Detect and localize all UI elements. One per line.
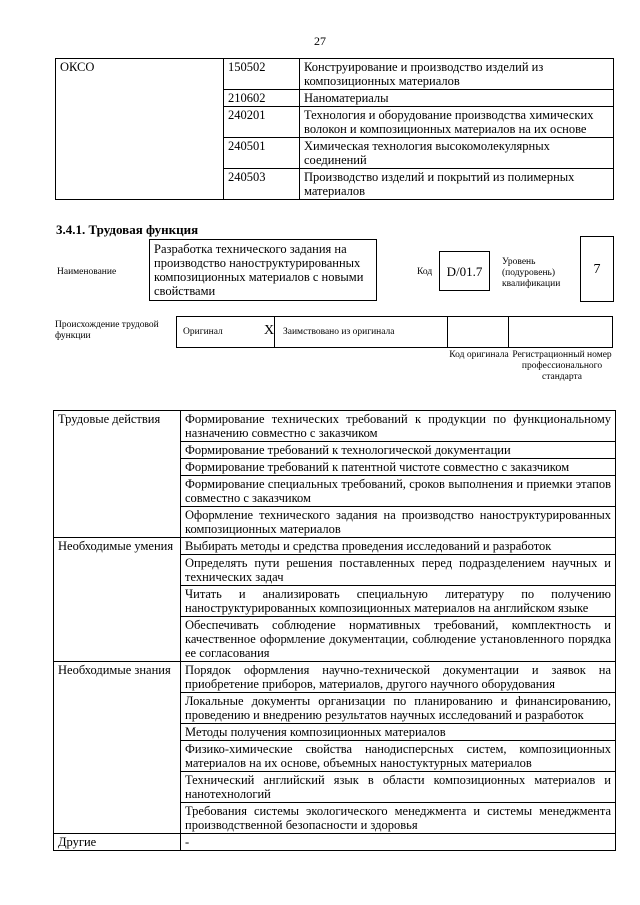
okso-name: Производство изделий и покрытий из полимерных материалов bbox=[300, 169, 614, 200]
original-mark: X bbox=[264, 323, 275, 338]
table-item: Технический английский язык в области композиционных материалов и нанотехнологий bbox=[181, 772, 616, 803]
main-row bbox=[54, 538, 616, 555]
name-label: Наименование bbox=[57, 267, 117, 277]
okso-code: 240503 bbox=[224, 169, 300, 200]
table-item: Формирование технических требований к продукции по функциональному назначению совместно с заказчиком bbox=[181, 411, 616, 442]
okso-code: 150502 bbox=[224, 59, 300, 90]
reg-number-caption: Регистрационный номер профессионального стандарта bbox=[512, 350, 612, 382]
category-label: Другие bbox=[54, 834, 181, 851]
table-item: Читать и анализировать специальную литературу по получению наноструктурированных композиционных материалов на английском языке bbox=[181, 586, 616, 617]
main-row bbox=[54, 662, 616, 693]
table-item: Обеспечивать соблюдение нормативных требований, комплектность и качественное оформление документации, соблюдение установленного порядка ее согласования bbox=[181, 617, 616, 662]
reg-number-cell bbox=[508, 316, 613, 348]
table-item: Оформление технического задания на производство наноструктурированных композиционных материалов bbox=[181, 507, 616, 538]
function-name-box: Разработка технического задания на производство наноструктурированных композиционных материалов с новыми свойствами bbox=[149, 239, 377, 301]
category-label: Необходимые знания bbox=[54, 662, 181, 834]
origin-row bbox=[176, 316, 613, 348]
page-number: 27 bbox=[314, 34, 326, 48]
original-label: Оригинал bbox=[183, 327, 223, 337]
table-item: Определять пути решения поставленных перед подразделением научных и технических задач bbox=[181, 555, 616, 586]
table-item: Порядок оформления научно-технической документации и заявок на приобретение приборов, материалов, другого научного оборудования bbox=[181, 662, 616, 693]
code-original-cell bbox=[447, 316, 509, 348]
main-row bbox=[54, 411, 616, 442]
okso-name: Наноматериалы bbox=[300, 90, 614, 107]
table-item: Формирование требований к технологической документации bbox=[181, 442, 616, 459]
code-label: Код bbox=[417, 267, 433, 277]
table-item: Требования системы экологического менеджмента и системы менеджмента производственной безопасности и здоровья bbox=[181, 803, 616, 834]
section-heading: 3.4.1. Трудовая функция bbox=[56, 222, 199, 237]
category-label: Трудовые действия bbox=[54, 411, 181, 538]
okso-row bbox=[56, 59, 614, 90]
okso-code: 210602 bbox=[224, 90, 300, 107]
borrowed-label: Заимствовано из оригинала bbox=[283, 327, 395, 337]
table-item: Методы получения композиционных материалов bbox=[181, 724, 616, 741]
original-cell bbox=[176, 316, 275, 348]
level-box: 7 bbox=[580, 236, 614, 302]
function-code-box: D/01.7 bbox=[439, 251, 490, 291]
table-item: Выбирать методы и средства проведения исследований и разработок bbox=[181, 538, 616, 555]
main-table bbox=[53, 410, 616, 851]
okso-code: 240201 bbox=[224, 107, 300, 138]
okso-label: ОКСО bbox=[56, 59, 224, 200]
origin-label: Происхождение трудовой функции bbox=[55, 320, 159, 341]
table-item: Физико-химические свойства нанодисперсных систем, композиционных материалов на их основе, объемных наностуктурных материалов bbox=[181, 741, 616, 772]
category-label: Необходимые умения bbox=[54, 538, 181, 662]
borrowed-cell bbox=[274, 316, 448, 348]
okso-code: 240501 bbox=[224, 138, 300, 169]
table-item: Формирование специальных требований, сроков выполнения и приемки этапов совместно с заказчиком bbox=[181, 476, 616, 507]
code-original-caption: Код оригинала bbox=[449, 350, 509, 360]
okso-name: Конструирование и производство изделий из композиционных материалов bbox=[300, 59, 614, 90]
table-item: - bbox=[181, 834, 616, 851]
table-item: Локальные документы организации по планированию и финансированию, проведению и внедрению результатов научных исследований и разработок bbox=[181, 693, 616, 724]
okso-table bbox=[55, 58, 614, 200]
table-item: Формирование требований к патентной чистоте совместно с заказчиком bbox=[181, 459, 616, 476]
okso-name: Технология и оборудование производства химических волокон и композиционных материалов на их основе bbox=[300, 107, 614, 138]
okso-name: Химическая технология высокомолекулярных соединений bbox=[300, 138, 614, 169]
main-row bbox=[54, 834, 616, 851]
level-label: Уровень (подуровень) квалификации bbox=[502, 257, 561, 289]
